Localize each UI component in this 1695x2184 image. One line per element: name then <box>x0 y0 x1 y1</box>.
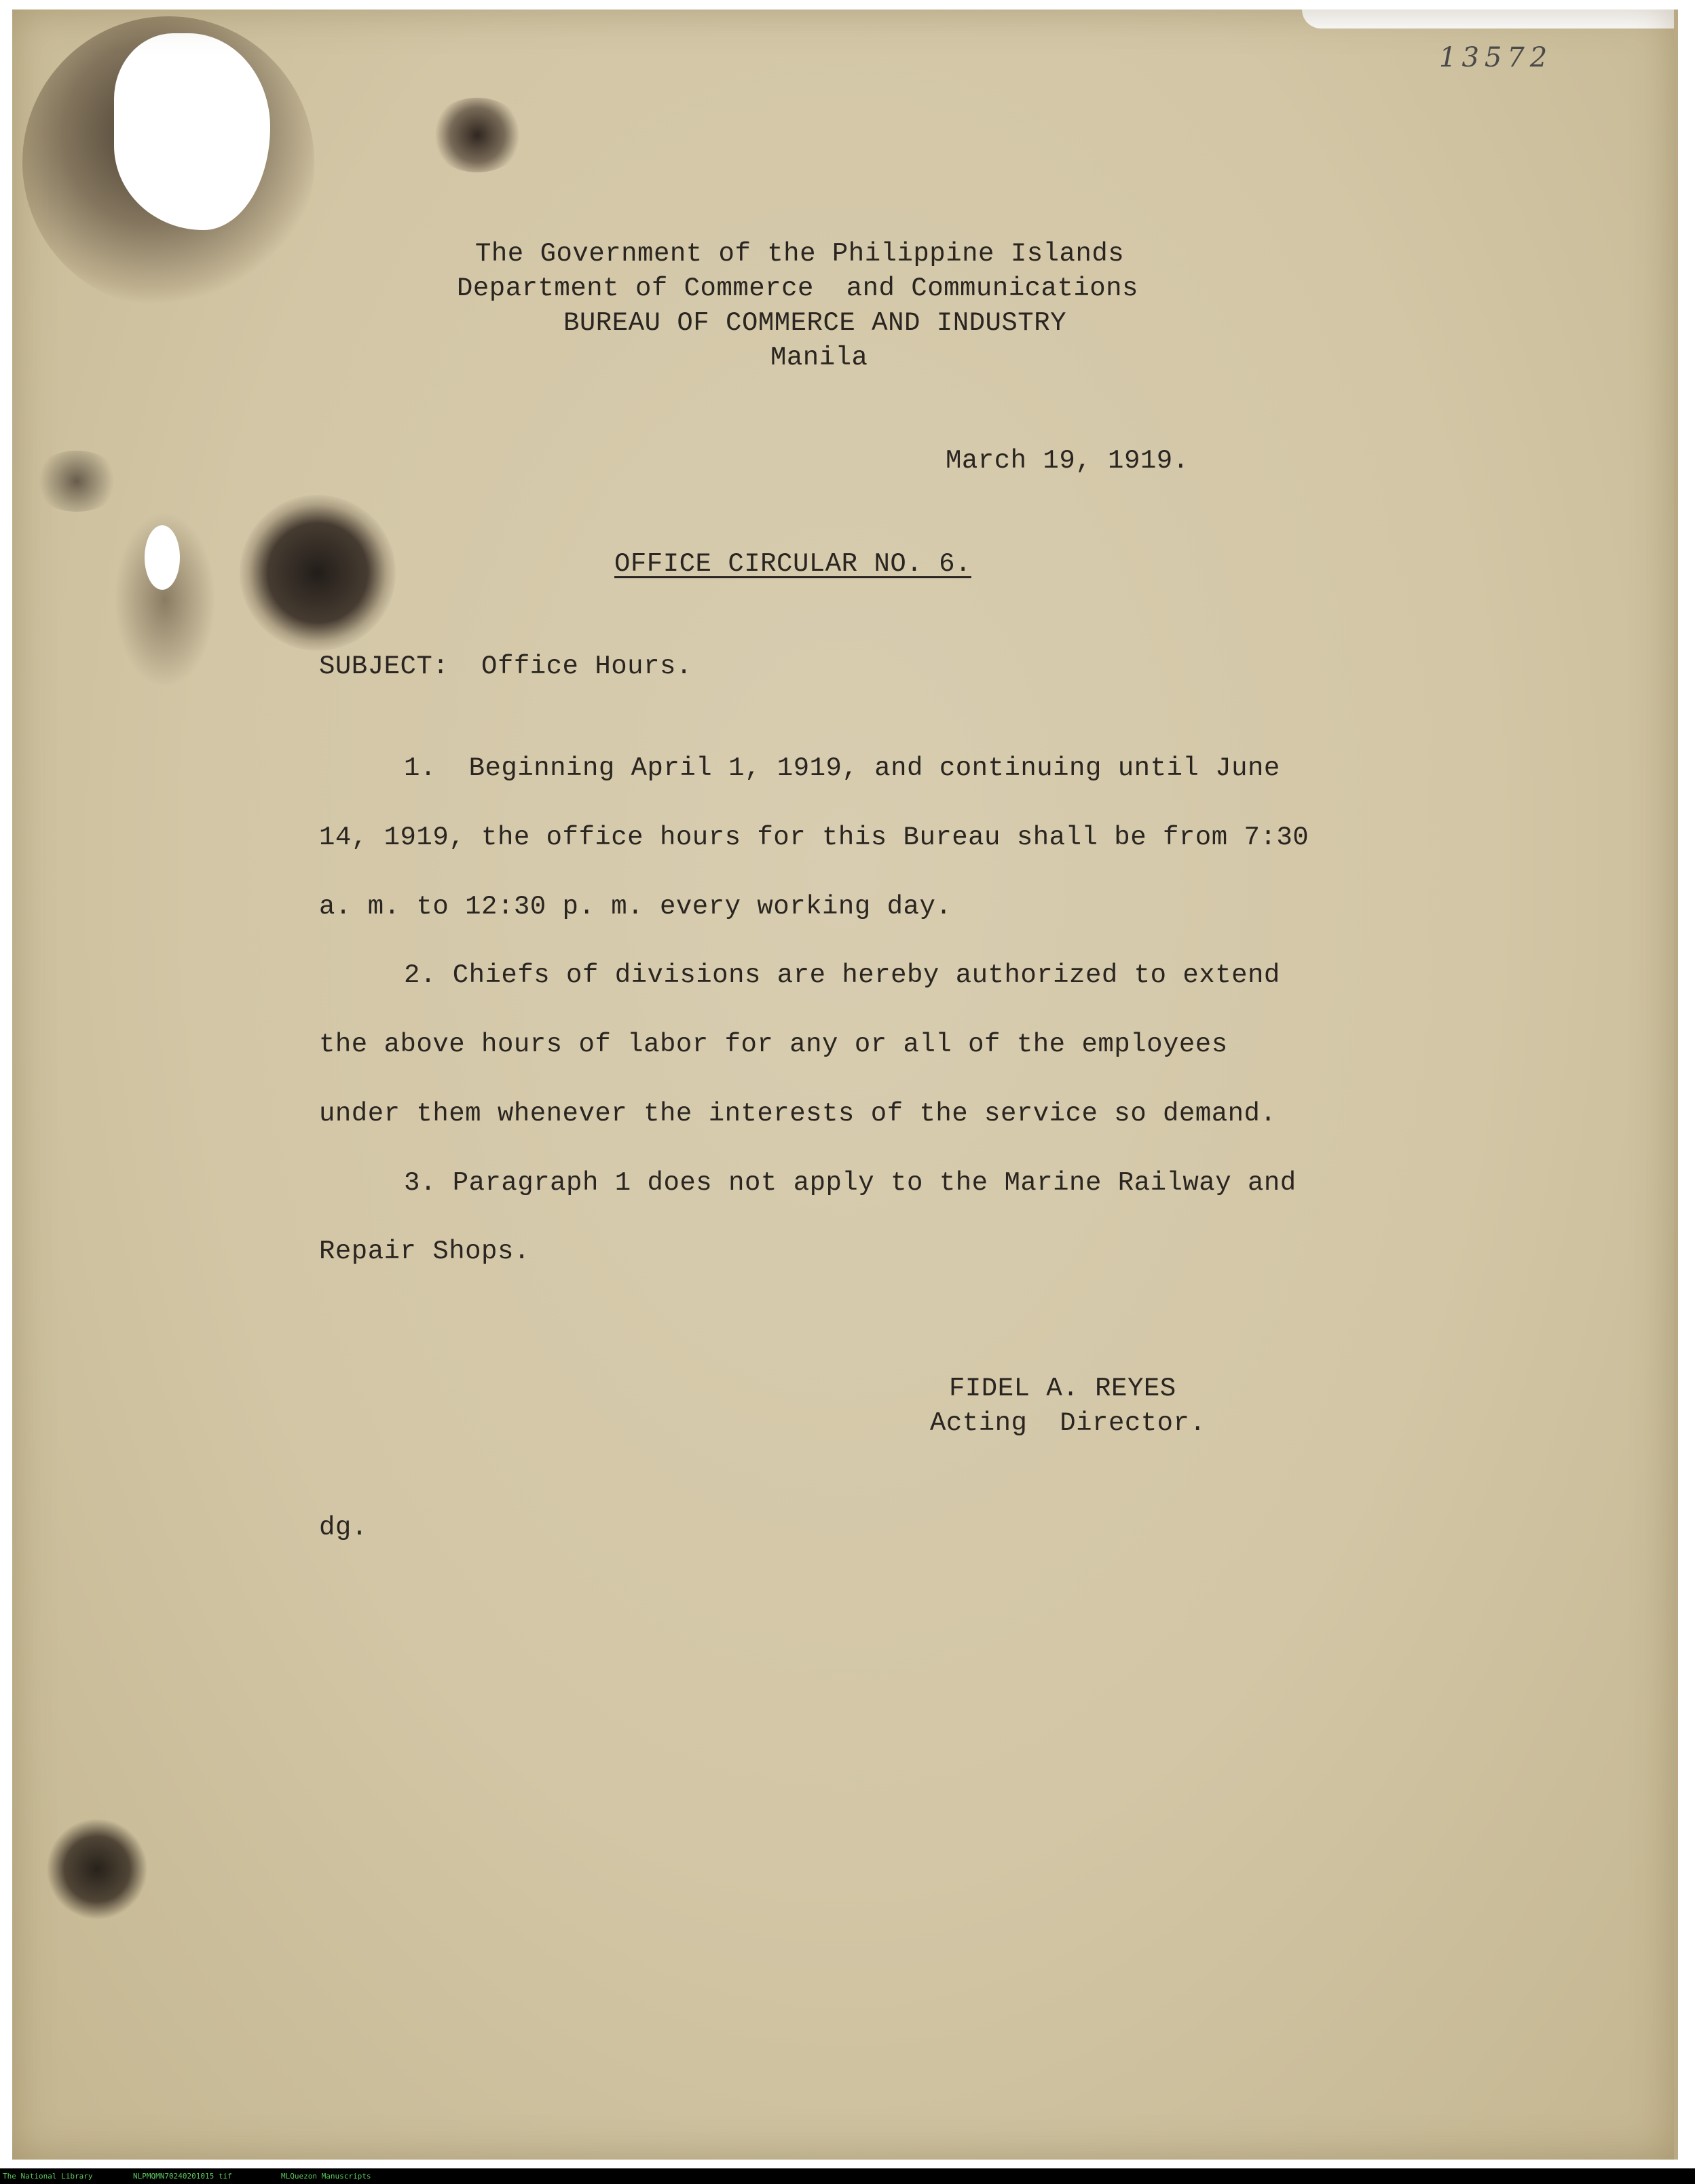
footer-file: NLPMQMN70240201015 tif <box>133 2172 232 2181</box>
footer-collection: MLQuezon Manuscripts <box>281 2172 371 2181</box>
signatory-name: FIDEL A. REYES <box>949 1374 1176 1404</box>
burn-stain <box>46 1818 148 1920</box>
circular-title: OFFICE CIRCULAR NO. 6. <box>614 549 971 579</box>
subject-line: SUBJECT: Office Hours. <box>319 652 692 681</box>
signatory-title: Acting Director. <box>930 1408 1206 1438</box>
paper-hole <box>145 525 180 590</box>
letterhead-line-city: Manila <box>770 343 868 373</box>
handwritten-page-number: 13572 <box>1439 42 1553 73</box>
footer-library: The National Library <box>3 2172 93 2181</box>
paragraph-line: 1. Beginning April 1, 1919, and continuing until June <box>404 753 1280 783</box>
paragraph-line: Repair Shops. <box>319 1237 530 1266</box>
paragraph-line: the above hours of labor for any or all of the employees <box>319 1030 1228 1059</box>
paragraph-line: 3. Paragraph 1 does not apply to the Marine Railway and <box>404 1168 1297 1198</box>
archive-footer-bar <box>0 2168 1695 2184</box>
paper-hole <box>114 33 270 230</box>
burn-stain <box>33 451 121 512</box>
letterhead-line-government: The Government of the Philippine Islands <box>475 239 1125 269</box>
letterhead-line-bureau: BUREAU OF COMMERCE AND INDUSTRY <box>563 308 1067 338</box>
paragraph-line: 2. Chiefs of divisions are hereby authorized to extend <box>404 960 1280 990</box>
document-date: March 19, 1919. <box>946 446 1189 476</box>
letterhead-line-department: Department of Commerce and Communications <box>457 274 1138 303</box>
burn-stain <box>240 495 396 651</box>
paragraph-line: 14, 1919, the office hours for this Bureau shall be from 7:30 <box>319 823 1309 852</box>
paper-tear <box>1302 10 1678 29</box>
burn-stain <box>430 98 525 172</box>
typist-initials: dg. <box>319 1513 368 1543</box>
paragraph-line: under them whenever the interests of the service so demand. <box>319 1099 1277 1129</box>
paragraph-line: a. m. to 12:30 p. m. every working day. <box>319 892 952 922</box>
